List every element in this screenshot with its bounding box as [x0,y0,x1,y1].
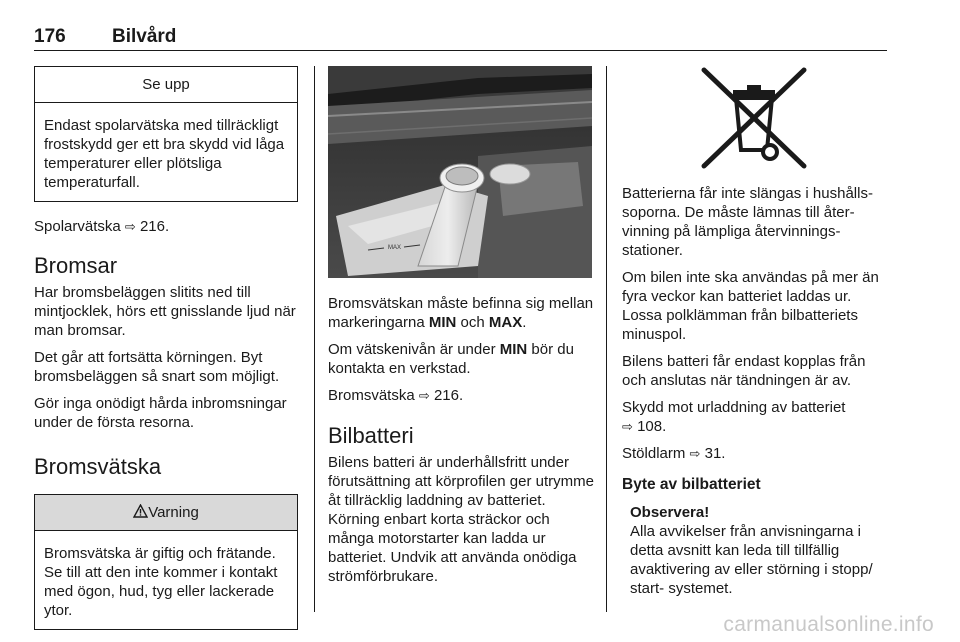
page-ref-arrow-icon: ⇨ [418,388,430,403]
fluid-level-paragraph: Bromsvätskan måste befinna sig mellan markeringarna MIN och MAX. [328,295,594,331]
caution-title: Se upp [35,67,297,103]
header-rule [34,50,887,51]
column-1 [34,66,298,630]
caution-box [34,66,298,202]
warning-box [34,494,298,630]
note-block [622,503,890,598]
note-title: Observera! [630,504,710,521]
brakes-paragraph-3: Gör inga onödigt hårda inbromsningar under de första resorna. [34,395,287,431]
alarm-ref: Stöldlarm ⇨ 31. [622,445,726,462]
section-title: Bilvård [112,26,177,47]
watermark: carmanualsonline.info [723,613,934,636]
brakes-paragraph-2: Det går att fortsätta körningen. Byt bromsbeläggen så snart som möjligt. [34,349,280,385]
warning-title: Varning [35,495,297,531]
note-body: Alla avvikelser från anvisningarna i detta avsnitt kan leda till tillfällig avaktivering av eller störning i stopp/ start- systemet. [630,523,873,597]
column-2 [328,294,594,594]
page-ref-arrow-icon: ⇨ [124,219,136,234]
crossed-out-bin-icon [700,66,808,170]
disposal-paragraph: Batterierna får inte slängas i hushållssoporna. De måste lämnas till återvinning på lämpliga återvinningsstationer. [622,185,873,259]
brakes-heading: Bromsar [34,253,118,278]
caution-body: Endast spolarvätska med tillräckligt frostskydd ger ett bra skydd vid låga temperaturer eller plötsliga temperaturfall. [44,117,285,191]
brake-fluid-ref: Bromsvätska ⇨ 216. [328,387,464,404]
page-header [34,26,176,48]
column-3 [622,184,890,598]
brake-fluid-reservoir-photo [328,66,592,278]
battery-paragraph: Bilens batteri är underhållsfritt under förutsättning att körprofilen ger utrymme åt tillräcklig laddning av batteriet. Körning enbart korta sträckor och många motorstarter kan ladda ur batteriet. Undvik att använda onödiga strömförbrukare. [328,454,594,585]
warning-body: Bromsvätska är giftig och frätande. Se till att den inte kommer i kontakt med ögon, hud, tyg eller lackerade ytor. [44,545,278,619]
disconnect-paragraph: Bilens batteri får endast kopplas från och anslutas när tändningen är av. [622,353,866,389]
max-mark-label: MAX [388,245,402,251]
page-ref-arrow-icon: ⇨ [622,419,633,434]
brake-fluid-heading: Bromsvätska [34,454,162,479]
storage-paragraph: Om bilen inte ska användas på mer än fyra veckor kan batteriet laddas ur. Lossa polklämman från bilbatteriets minuspol. [622,269,879,343]
battery-heading: Bilbatteri [328,423,414,448]
battery-replacement-heading: Byte av bilbatteriet [622,476,761,493]
low-fluid-paragraph: Om vätskenivån är under MIN bör du kontakta en verkstad. [328,341,574,377]
discharge-protection-ref: Skydd mot urladdning av batteriet ⇨ 108. [622,399,846,435]
column-divider-1 [314,66,315,612]
page-number: 176 [34,26,66,47]
washer-fluid-ref: Spolarvätska ⇨ 216. [34,218,170,235]
column-divider-2 [606,66,607,612]
page-ref-arrow-icon: ⇨ [689,446,701,461]
warning-triangle-icon [133,504,148,518]
brakes-paragraph-1: Har bromsbeläggen slitits ned till mintjocklek, hörs ett gnisslande ljud när man bromsar. [34,284,296,339]
